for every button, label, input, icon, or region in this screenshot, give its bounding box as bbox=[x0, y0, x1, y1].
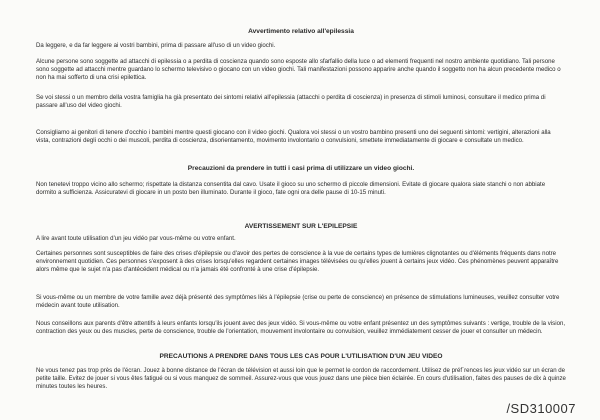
french-paragraph-2: Si vous-même ou un membre de votre famille avez déjà présenté des symptômes liés à l'épilepsie (crise ou perte de conscience) en présence de stimulations lumineuses, veuillez consulter votre médecin avant toute utilisation. bbox=[36, 294, 560, 309]
product-code: /SD310007 bbox=[506, 401, 576, 416]
french-paragraph-1: Certaines personnes sont susceptibles de faire des crises d'épilepsie ou d'avoir des pertes de conscience à la vue de certains types de lumières clignotantes ou d'éléments fréquents dans notre environnement quotidien. Ces personnes s'exposent à des crises lorsqu'elles regardent certaines images télévisées ou qu'elles jouent à certains jeux vidéo. Ces phénomènes peuvent apparaître alors même que le sujet n'a pas d'antécédent médical ou n'a jamais été confronté à une crise d'épilepsie. bbox=[36, 250, 559, 273]
french-intro: A lire avant toute utilisation d'un jeu vidéo par vous-même ou votre enfant. bbox=[36, 235, 236, 242]
italian-precautions-title: Precauzioni da prendere in tutti i casi prima di utilizzare un video giochi. bbox=[187, 165, 415, 172]
italian-precautions-text: Non tenetevi troppo vicino allo schermo; rispettate la distanza consentita dal cavo. Usate il gioco su uno schermo di piccole dimensioni. Evitate di giocare qualora siate stanchi o non abbiate dormito a sufficienza. Assicuratevi di giocare in un posto ben illuminato. Durante il gioco, fate ogni ora delle pause di 10-15 minuti. bbox=[36, 181, 546, 196]
french-precautions-text: Ne vous tenez pas trop près de l'écran. Jouez à bonne distance de l'écran de télévision et aussi loin que le permet le cordon de raccordement. Utilisez de préf´rences les jeux vidéo sur un écran de petite taille. Evitez de jouer si vous êtes fatigué ou si vous manquez de sommeil. Assurez-vous que vous jouez dans une pièce bien éclairée. En cours d'utilisation, faites des pauses de dix à quinze minutes toutes les heures. bbox=[36, 367, 566, 390]
french-precautions-title: PRECAUTIONS A PRENDRE DANS TOUS LES CAS POUR L'UTILISATION D'UN JEU VIDEO bbox=[159, 353, 443, 360]
italian-paragraph-2: Se voi stessi o un membro della vostra famiglia ha già presentato dei sintomi relativi all'epilessia (attacchi o perdita di coscienza) in presenza di stimoli luminosi, consultare il medico prima di passare all'uso del video giochi. bbox=[36, 94, 546, 109]
french-title: AVERTISSEMENT SUR L'EPILEPSIE bbox=[244, 223, 358, 230]
italian-title: Avvertimento relativo all'epilessia bbox=[248, 28, 354, 35]
italian-paragraph-1: Alcune persone sono soggette ad attacchi di epilessia o a perdita di coscienza quando sono esposte allo sfarfallio della luce o ad elementi frequenti nel nostro ambiente quotidiano. Tali persone sono soggette ad attacchi mentre guardano lo schermo televisivo o giocano con un video giochi. Tali manifestazioni possono apparire anche quando il soggetto non ha alcun precedente medico o non ha mai sofferto di una crisi epilettica. bbox=[36, 58, 561, 81]
french-paragraph-3: Nous conseillons aux parents d'être attentifs à leurs enfants lorsqu'ils jouent avec des jeux vidéo. Si vous-même ou votre enfant présentez un des symptômes suivants : vertige, trouble de la vision, contraction des yeux ou des muscles, perte de conscience, trouble de l'orientation, mouvement involontaire ou convulsion, veuillez immédiatement cesser de jouer et consulter un médecin. bbox=[36, 320, 566, 335]
italian-intro: Da leggere, e da far leggere ai vostri bambini, prima di passare all'uso di un video giochi. bbox=[36, 42, 276, 49]
italian-paragraph-3: Consigliamo ai genitori di tenere d'occhio i bambini mentre questi giocano con il video giochi. Qualora voi stessi o un vostro bambino presenti uno dei seguenti sintomi: vertigini, alterazioni alla vista, contrazioni degli occhi o dei muscoli, perdita di coscienza, disorientamento, movimento involontario o convulsioni, smettete immediatamente di giocare e consultate un medico. bbox=[36, 129, 551, 144]
